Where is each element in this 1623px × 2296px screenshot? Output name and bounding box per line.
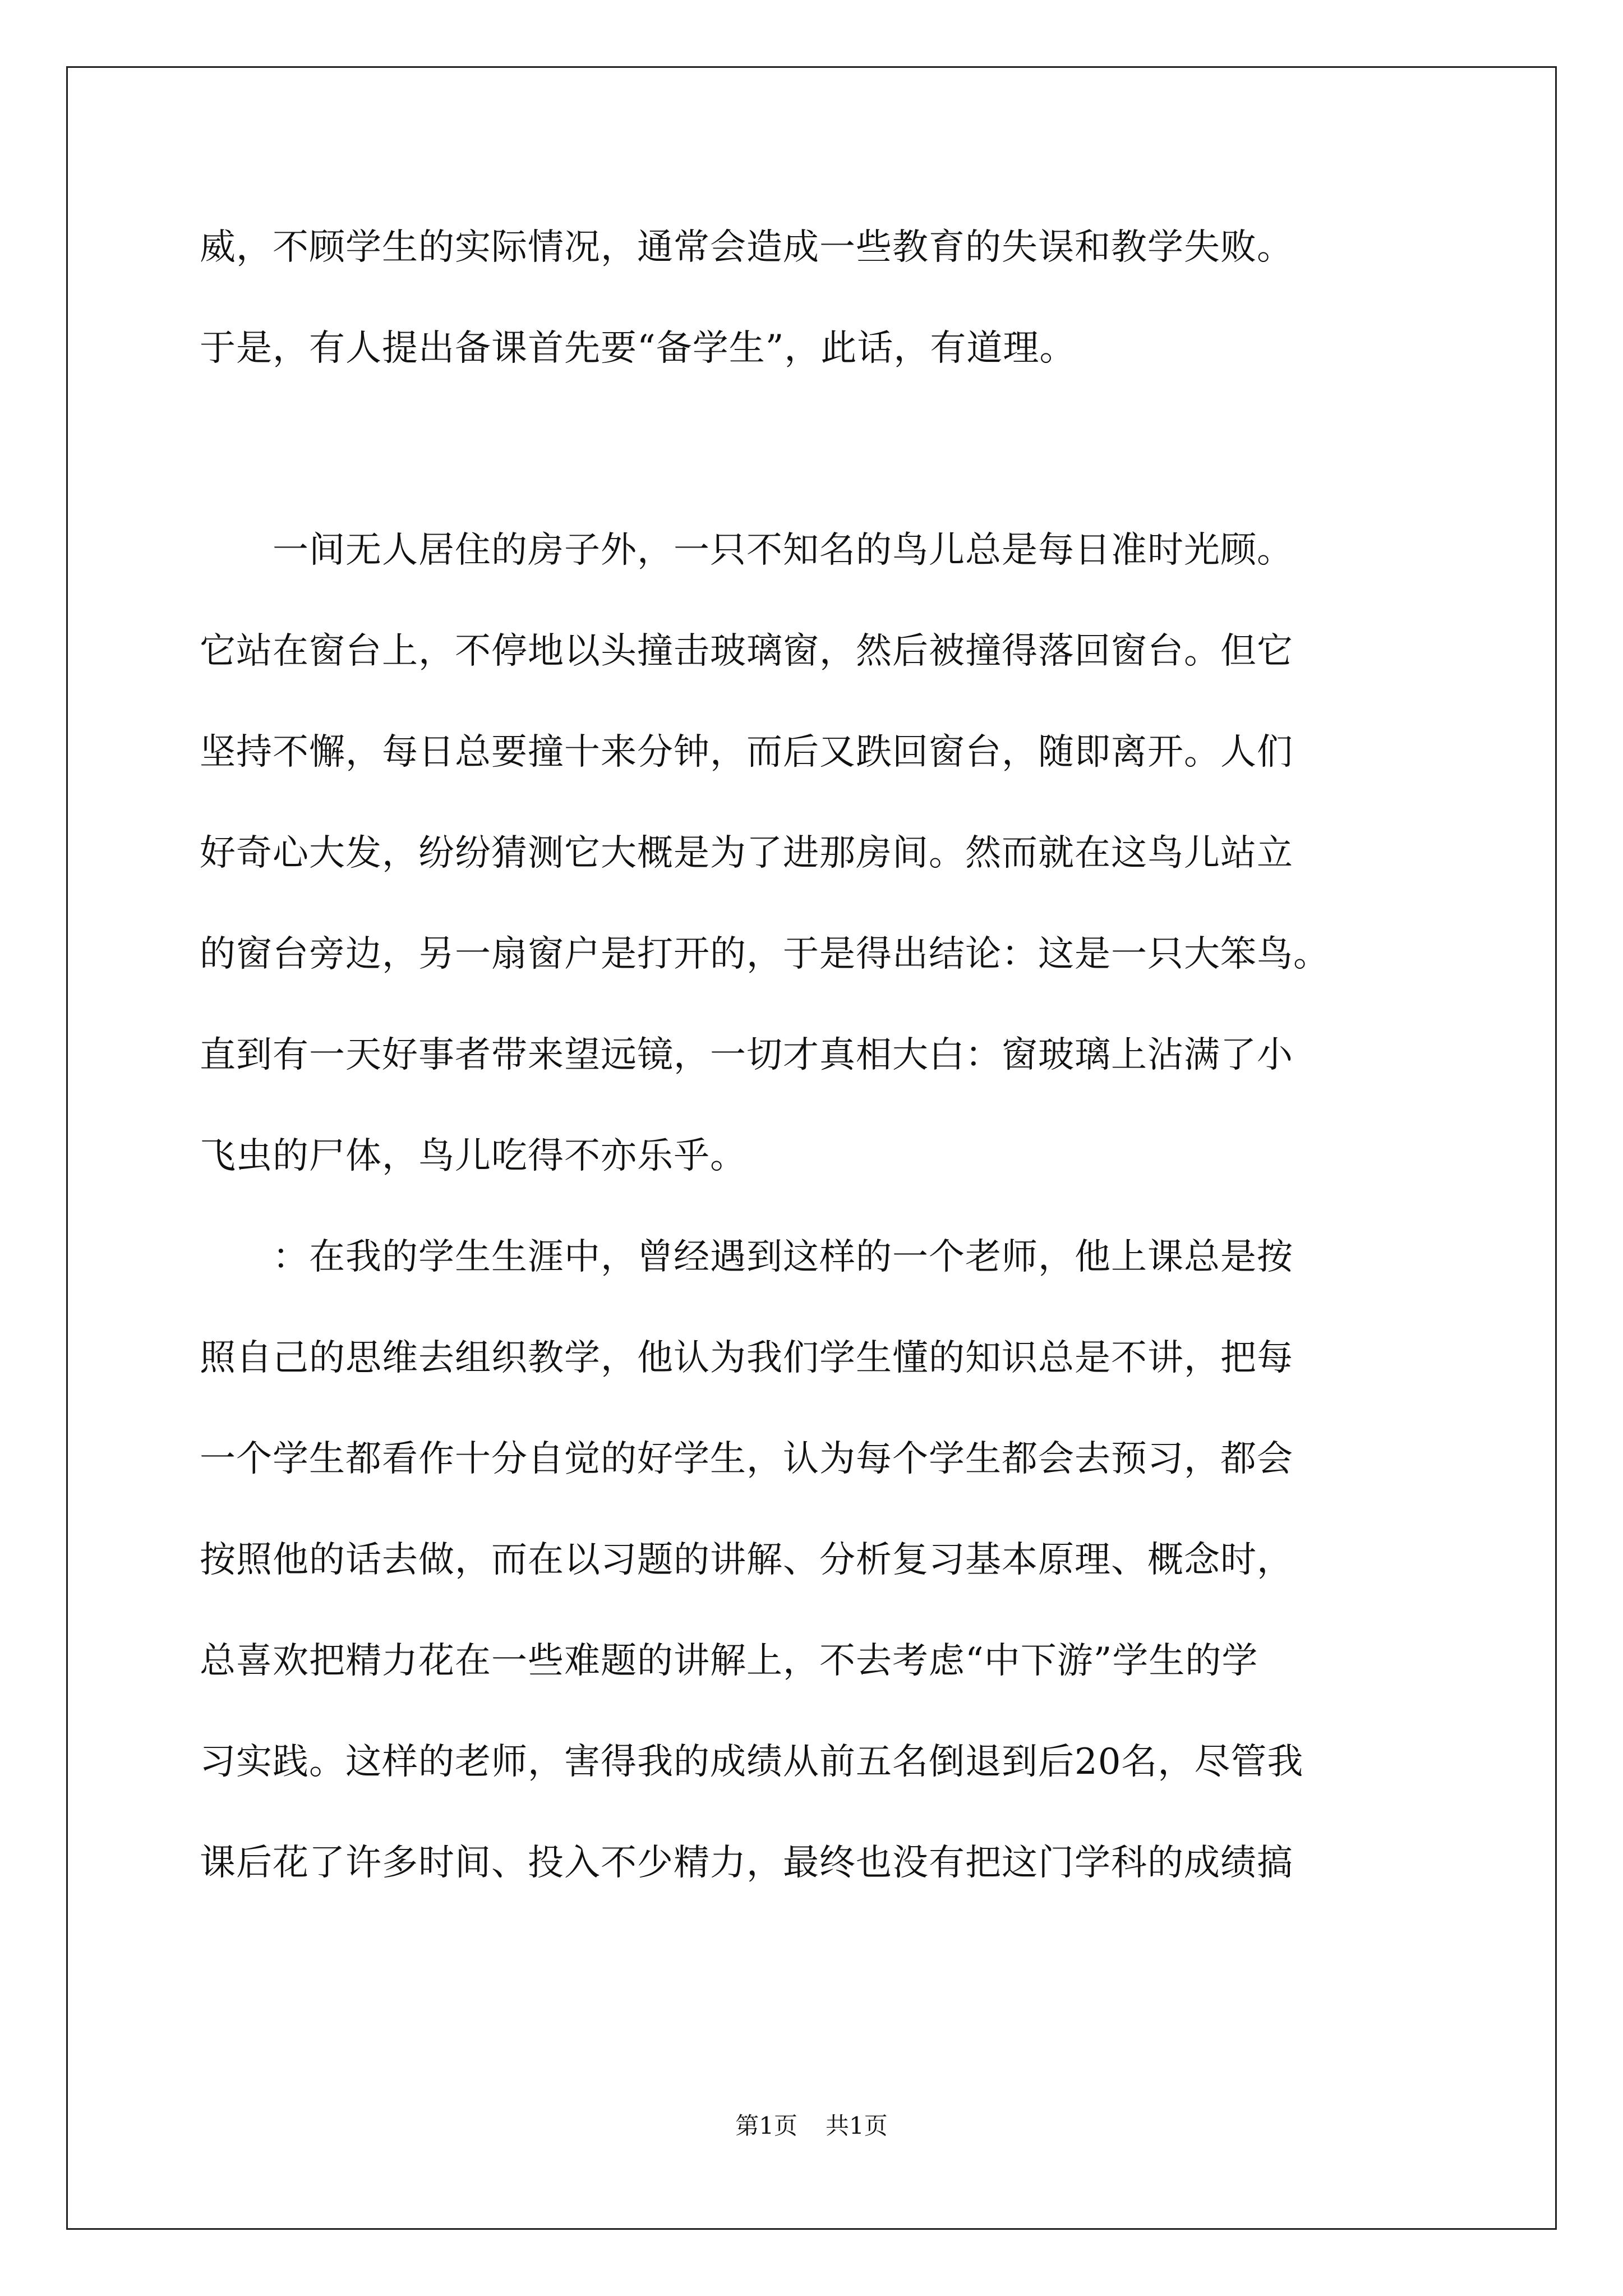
text-line: 的窗台旁边，另一扇窗户是打开的，于是得出结论：这是一只大笨鸟。 <box>200 933 1330 975</box>
text-line: 总喜欢把精力花在一些难题的讲解上，不去考虑“中下游”学生的学 <box>200 1640 1258 1682</box>
page-footer <box>0 2109 1623 2143</box>
text-line: 飞虫的尸体，鸟儿吃得不亦乐乎。 <box>200 1135 746 1177</box>
text-line: 它站在窗台上，不停地以头撞击玻璃窗，然后被撞得落回窗台。但它 <box>200 631 1293 672</box>
paragraph-line: 一间无人居住的房子外，一只不知名的鸟儿总是每日准时光顾。 <box>200 530 1293 571</box>
text-line: 直到有一天好事者带来望远镜，一切才真相大白：窗玻璃上沾满了小 <box>200 1034 1293 1076</box>
text-line: 好奇心大发，纷纷猜测它大概是为了进那房间。然而就在这鸟儿站立 <box>200 832 1293 874</box>
text-line: 课后花了许多时间、投入不少精力，最终也没有把这门学科的成绩搞 <box>200 1842 1293 1884</box>
page-total: 共1页 <box>826 2112 888 2139</box>
text-line: 一个学生都看作十分自觉的好学生，认为每个学生都会去预习，都会 <box>200 1438 1293 1480</box>
text-line: 于是，有人提出备课首先要“备学生”，此话，有道理。 <box>200 328 1076 369</box>
text-line: 习实践。这样的老师，害得我的成绩从前五名倒退到后20名，尽管我 <box>200 1741 1304 1783</box>
paragraph-line: ：在我的学生生涯中，曾经遇到这样的一个老师，他上课总是按 <box>200 1236 1293 1278</box>
text-line: 威，不顾学生的实际情况，通常会造成一些教育的失误和教学失败。 <box>200 227 1293 268</box>
text-line: 照自己的思维去组织教学，他认为我们学生懂的知识总是不讲，把每 <box>200 1337 1293 1379</box>
text-line: 坚持不懈，每日总要撞十来分钟，而后又跌回窗台，随即离开。人们 <box>200 731 1293 773</box>
page-number: 第1页 <box>735 2112 797 2139</box>
text-line: 按照他的话去做，而在以习题的讲解、分析复习基本原理、概念时， <box>200 1539 1293 1581</box>
